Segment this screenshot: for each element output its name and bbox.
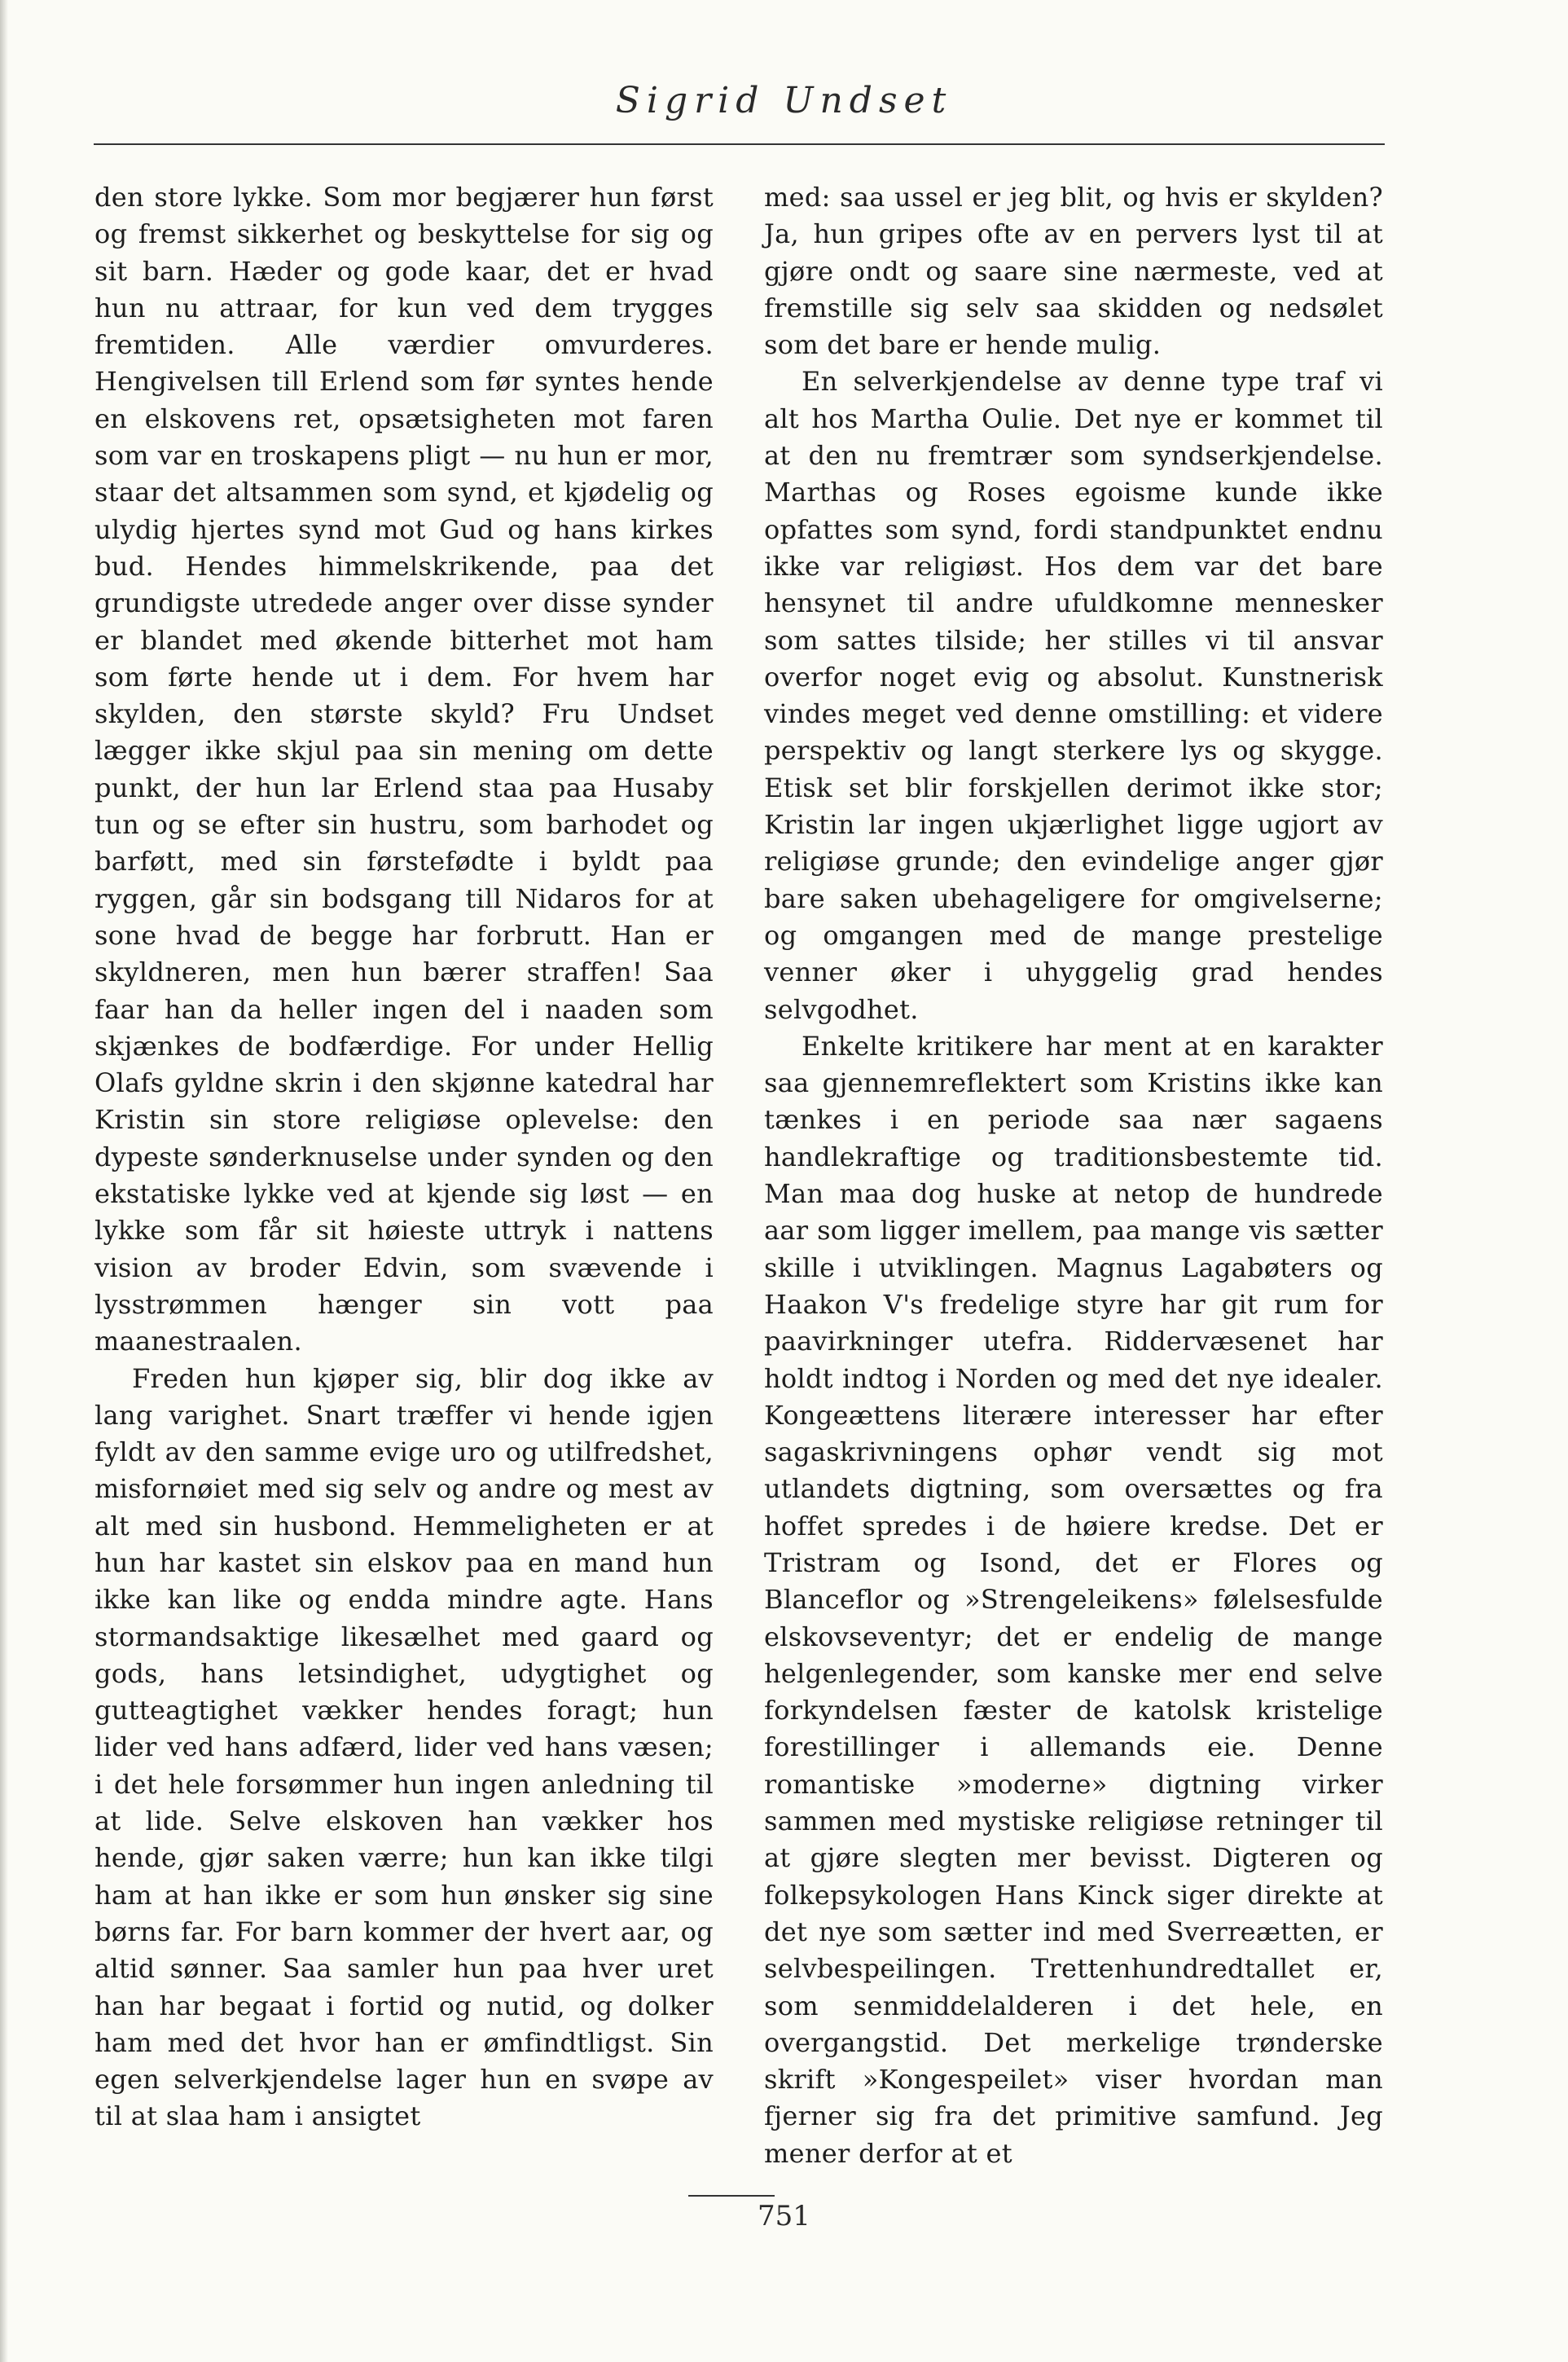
right-column [764, 179, 1383, 2172]
left-column [94, 179, 714, 2135]
header-rule [94, 143, 1385, 145]
paragraph: Freden hun kjøper sig, blir dog ikke av lang varighet. Snart træffer vi hende igjen fyldt av den samme evige uro og utilfredshet, misfornøiet med sig selv og andre og mest av alt med sin husbond. Hemmeligheten er at hun har kastet sin elskov paa en mand hun ikke kan like og endda mindre agte. Hans stormandsaktige likesælhet med gaard og gods, hans letsindighet, udygtighet og gutteagtighet vækker hendes foragt; hun lider ved hans adfærd, lider ved hans væsen; i det hele forsømmer hun ingen anledning til at lide. Selve elskoven han vækker hos hende, gjør saken værre; hun kan ikke tilgi ham at han ikke er som hun ønsker sig sine børns far. For barn kommer der hvert aar, og altid sønner. Saa samler hun paa hver uret han har begaat i fortid og nutid, og dolker ham med det hvor han er ømfindtligst. Sin egen selverkjendelse lager hun en svøpe av til at slaa ham i ansigtet [94, 1362, 714, 2132]
paragraph-continued: den store lykke. Som mor begjærer hun først og fremst sikkerhet og beskyttelse for sig og sit barn. Hæder og gode kaar, det er hvad hun nu attraar, for kun ved dem trygges fremtiden. Alle værdier omvurderes. Hengivelsen till Erlend som før syntes hende en elskovens ret, opsætsigheten mot faren som var en troskapens pligt — nu hun er mor, staar det altsammen som synd, et kjødelig og ulydig hjertes synd mot Gud og hans kirkes bud. Hendes himmelskrikende, paa det grundigste utredede anger over disse synder er blandet med økende bitterhet mot ham som førte hende ut i dem. For hvem har skylden, den største skyld? Fru Undset lægger ikke skjul paa sin mening om dette punkt, der hun lar Erlend staa paa Husaby tun og se efter sin hustru, som barhodet og barføtt, med sin førstefødte i byldt paa ryggen, går sin bodsgang till Nidaros for at sone hvad de begge har forbrutt. Han er skyldneren, men hun bærer straffen! Saa faar han da heller ingen del i naaden som skjænkes de bodfærdige. For under Hellig Olafs gyldne skrin i den skjønne katedral har Kristin sin store religiøse oplevelse: den dypeste sønderknuselse under synden og den ekstatiske lykke ved at kjende sig løst — en lykke som får sit høieste uttryk i nattens vision av broder Edvin, som svævende i lysstrømmen hænger sin vott paa maanestraalen. [94, 182, 714, 1357]
paragraph: Enkelte kritikere har ment at en karakter saa gjennemreflektert som Kristins ikke kan tænkes i en periode saa nær sagaens handlekraftige og traditionsbestemte tid. Man maa dog huske at netop de hundrede aar som ligger imellem, paa mange vis sætter skille i utviklingen. Magnus Lagabøters og Haakon V's fredelige styre har git rum for paavirkninger utefra. Riddervæsenet har holdt indtog i Norden og med det nye idealer. Kongeættens literære interesser har efter sagaskrivningens ophør vendt sig mot utlandets digtning, som oversættes og fra hoffet spredes i de høiere kredse. Det er Tristram og Isond, det er Flores og Blanceflor og »Strengeleikens» følelsesfulde elskovseventyr; det er endelig de mange helgenlegender, som kanske mer end selve forkyndelsen fæster de katolsk kristelige forestillinger i allemands eie. Denne romantiske »moderne» digtning virker sammen med mystiske religiøse retninger til at gjøre slegten mer bevisst. Digteren og folkepsykologen Hans Kinck siger direkte at det nye som sætter ind med Sverreætten, er selvbespeilingen. Trettenhundredtallet er, som senmiddelalderen i det hele, en overgangstid. Det merkelige trønderske skrift »Kongespeilet» viser hvordan man fjerner sig fra det primitive samfund. Jeg mener derfor at et [764, 1030, 1383, 2169]
running-head: Sigrid Undset [615, 80, 953, 121]
folio-rule [688, 2195, 775, 2197]
paragraph-continued: med: saa ussel er jeg blit, og hvis er skylden? Ja, hun gripes ofte av en pervers lyst til at gjøre ondt og saare sine nærmeste, ved at fremstille sig selv saa skidden og nedsølet som det bare er hende mulig. [764, 182, 1383, 361]
paragraph: En selverkjendelse av denne type traf vi alt hos Martha Oulie. Det nye er kommet til at den nu fremtrær som syndserkjendelse. Marthas og Roses egoisme kunde ikke opfattes som synd, fordi standpunktet endnu ikke var religiøst. Hos dem var det bare hensynet til andre ufuldkomne mennesker som sattes tilside; her stilles vi til ansvar overfor noget evig og absolut. Kunstnerisk vindes meget ved denne omstilling: et videre perspektiv og langt sterkere lys og skygge. Etisk set blir forskjellen derimot ikke stor; Kristin lar ingen ukjærlighet ligge ugjort av religiøse grunde; den evindelige anger gjør bare saken ubehageligere for omgivelserne; og omgangen med de mange prestelige venner øker i uhyggelig grad hendes selvgodhet. [764, 366, 1383, 1025]
page-number: 751 [758, 2200, 810, 2232]
page-edge-shadow [0, 0, 8, 2362]
